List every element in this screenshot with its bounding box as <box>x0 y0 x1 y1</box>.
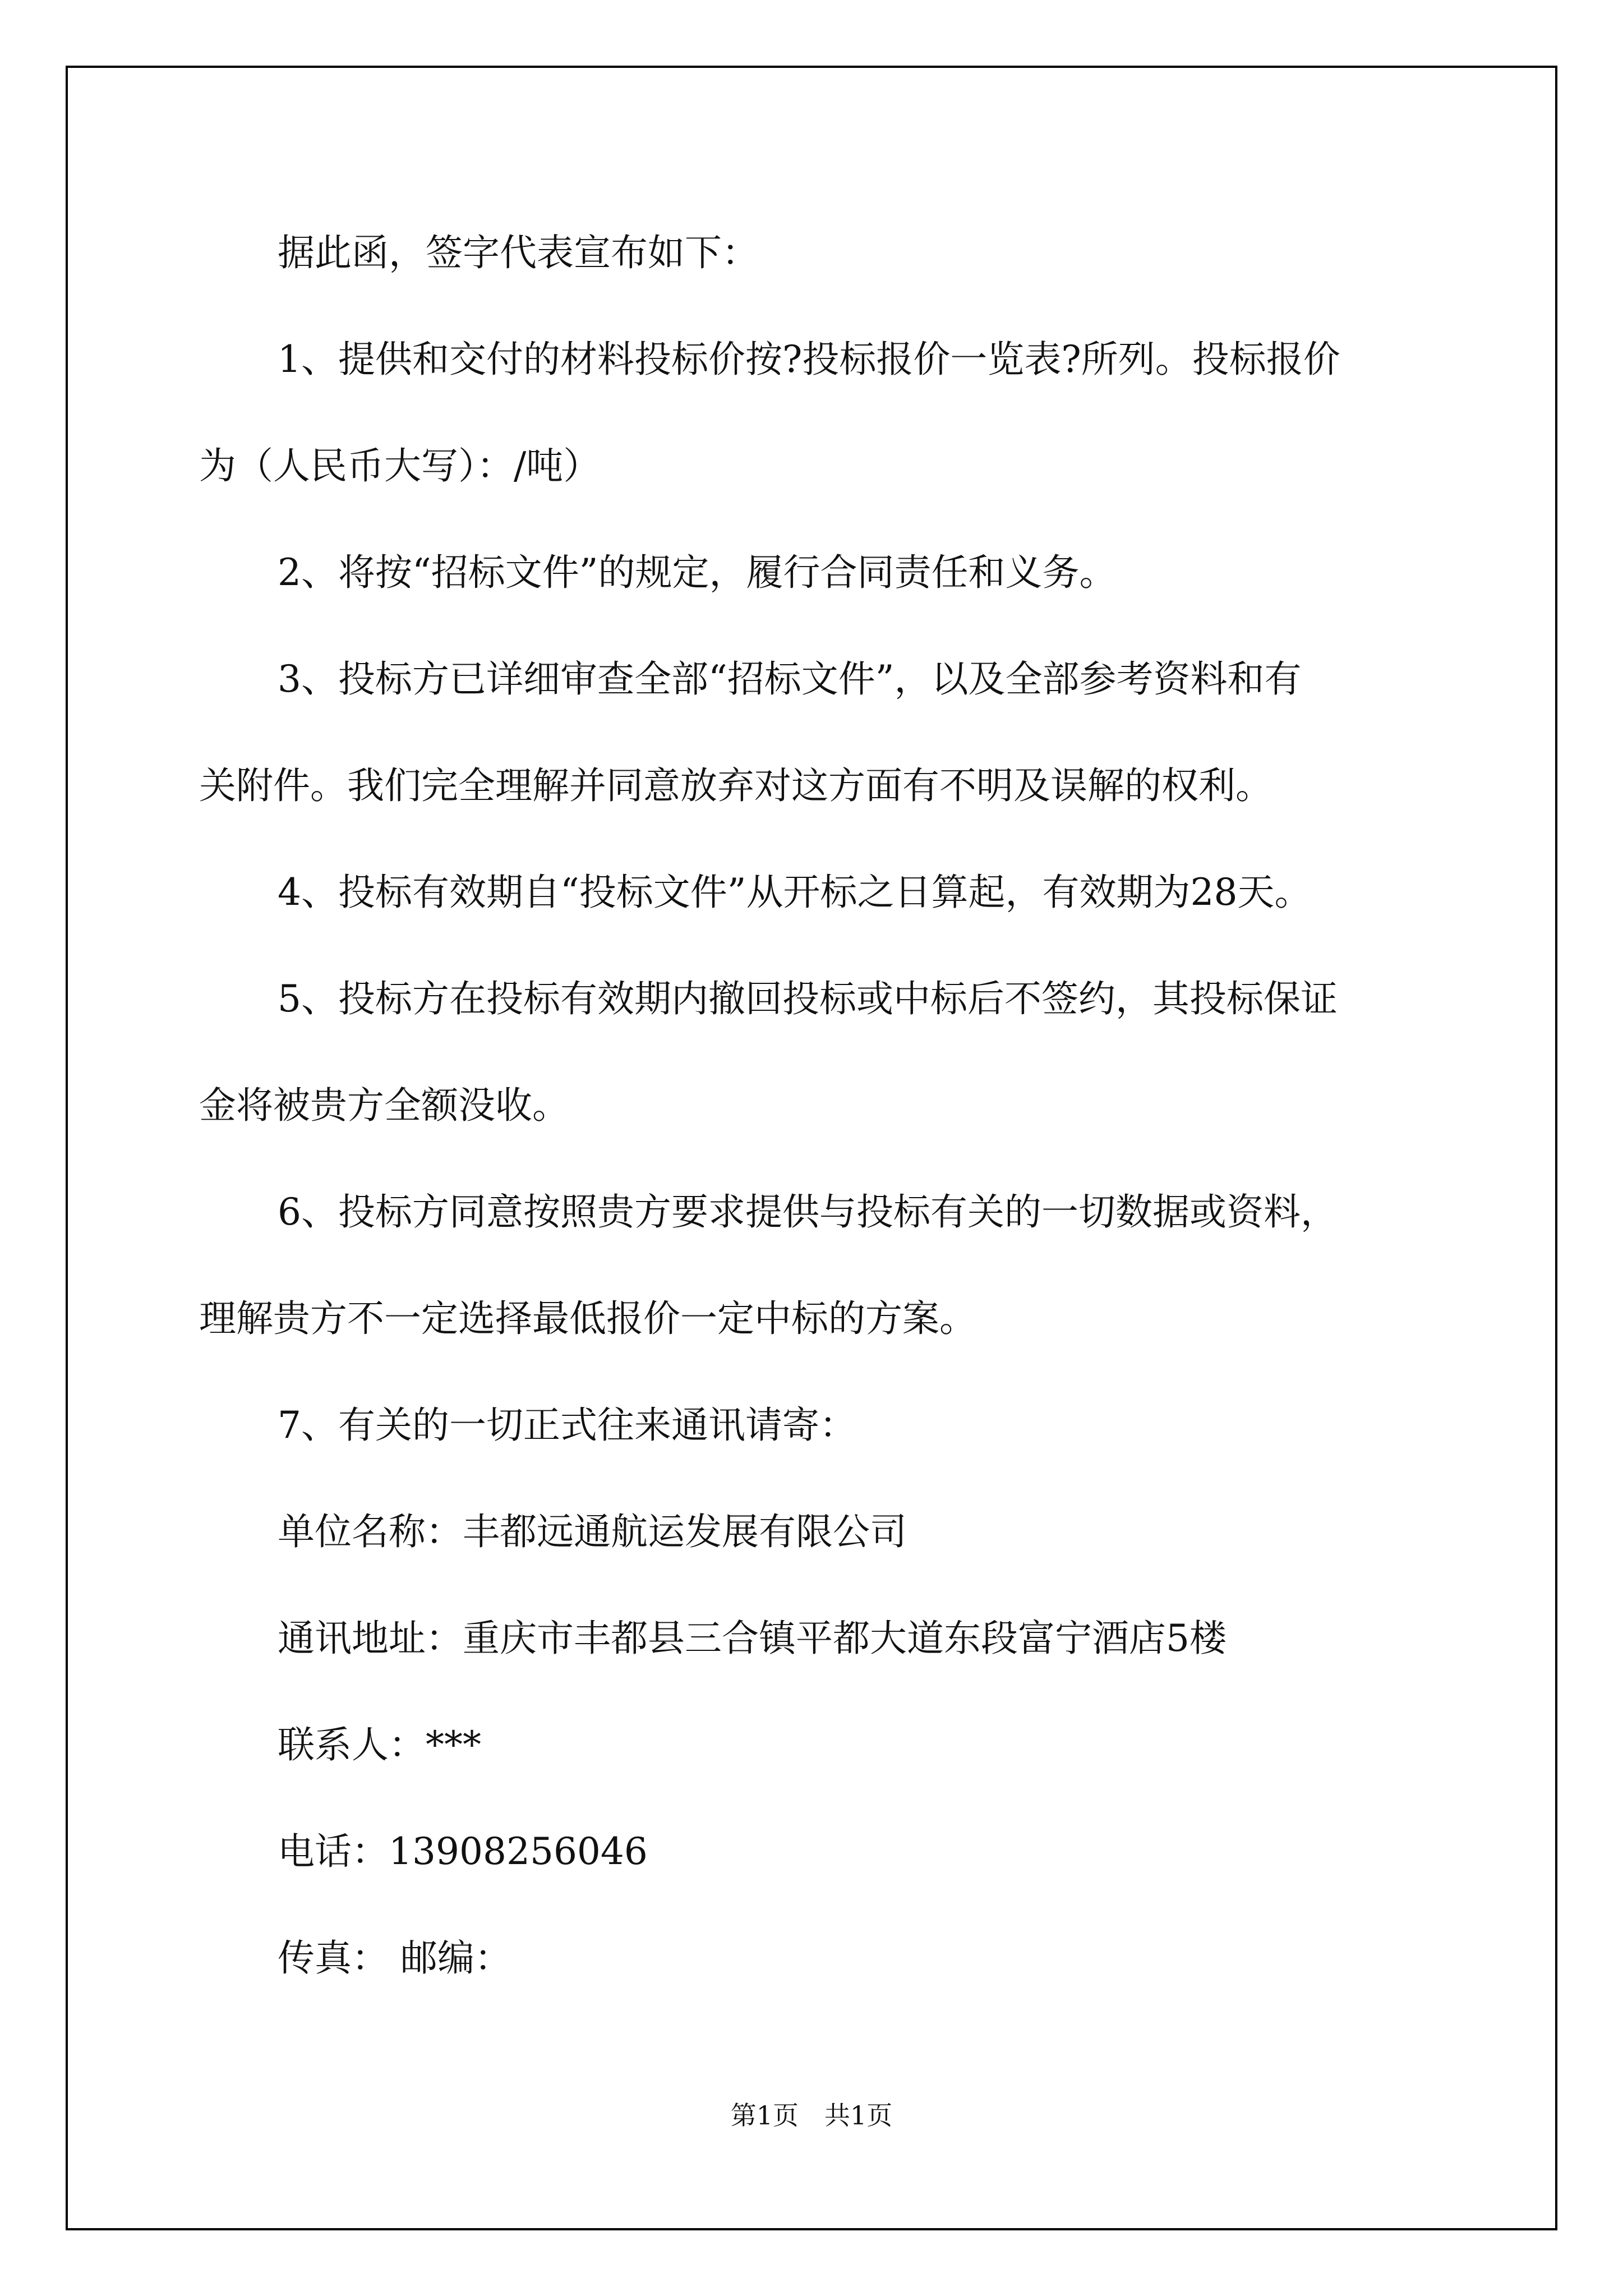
fax-and-postcode: 传真： 邮编： <box>278 1936 511 1980</box>
page-footer: 第1页 共1页 <box>730 2100 893 2131</box>
company-name: 单位名称：丰都远通航运发展有限公司 <box>278 1510 907 1553</box>
phone-number: 电话：13908256046 <box>278 1830 648 1873</box>
paragraph-6-line-1: 6、投标方同意按照贵方要求提供与投标有关的一切数据或资料， <box>278 1190 1338 1234</box>
paragraph-3-line-2: 关附件。我们完全理解并同意放弃对这方面有不明及误解的权利。 <box>199 764 1272 807</box>
paragraph-intro: 据此函，签字代表宣布如下： <box>278 231 759 274</box>
contact-person: 联系人：*** <box>278 1723 481 1766</box>
paragraph-5-line-1: 5、投标方在投标有效期内撤回投标或中标后不签约，其投标保证 <box>278 977 1338 1020</box>
paragraph-4: 4、投标有效期自“投标文件”从开标之日算起，有效期为28天。 <box>278 871 1312 914</box>
paragraph-1-line-1: 1、提供和交付的材料投标价按?投标报价一览表?所列。投标报价 <box>278 338 1340 381</box>
page-border <box>66 66 1557 2230</box>
mailing-address: 通讯地址：重庆市丰都县三合镇平都大道东段富宁酒店5楼 <box>278 1617 1227 1660</box>
paragraph-1-line-2: 为（人民币大写）：/吨） <box>199 444 601 487</box>
paragraph-5-line-2: 金将被贵方全额没收。 <box>199 1084 569 1127</box>
paragraph-3-line-1: 3、投标方已详细审查全部“招标文件”，以及全部参考资料和有 <box>278 657 1302 701</box>
paragraph-2: 2、将按“招标文件”的规定，履行合同责任和义务。 <box>278 551 1117 594</box>
paragraph-7: 7、有关的一切正式往来通讯请寄： <box>278 1404 856 1447</box>
paragraph-6-line-2: 理解贵方不一定选择最低报价一定中标的方案。 <box>199 1297 976 1340</box>
